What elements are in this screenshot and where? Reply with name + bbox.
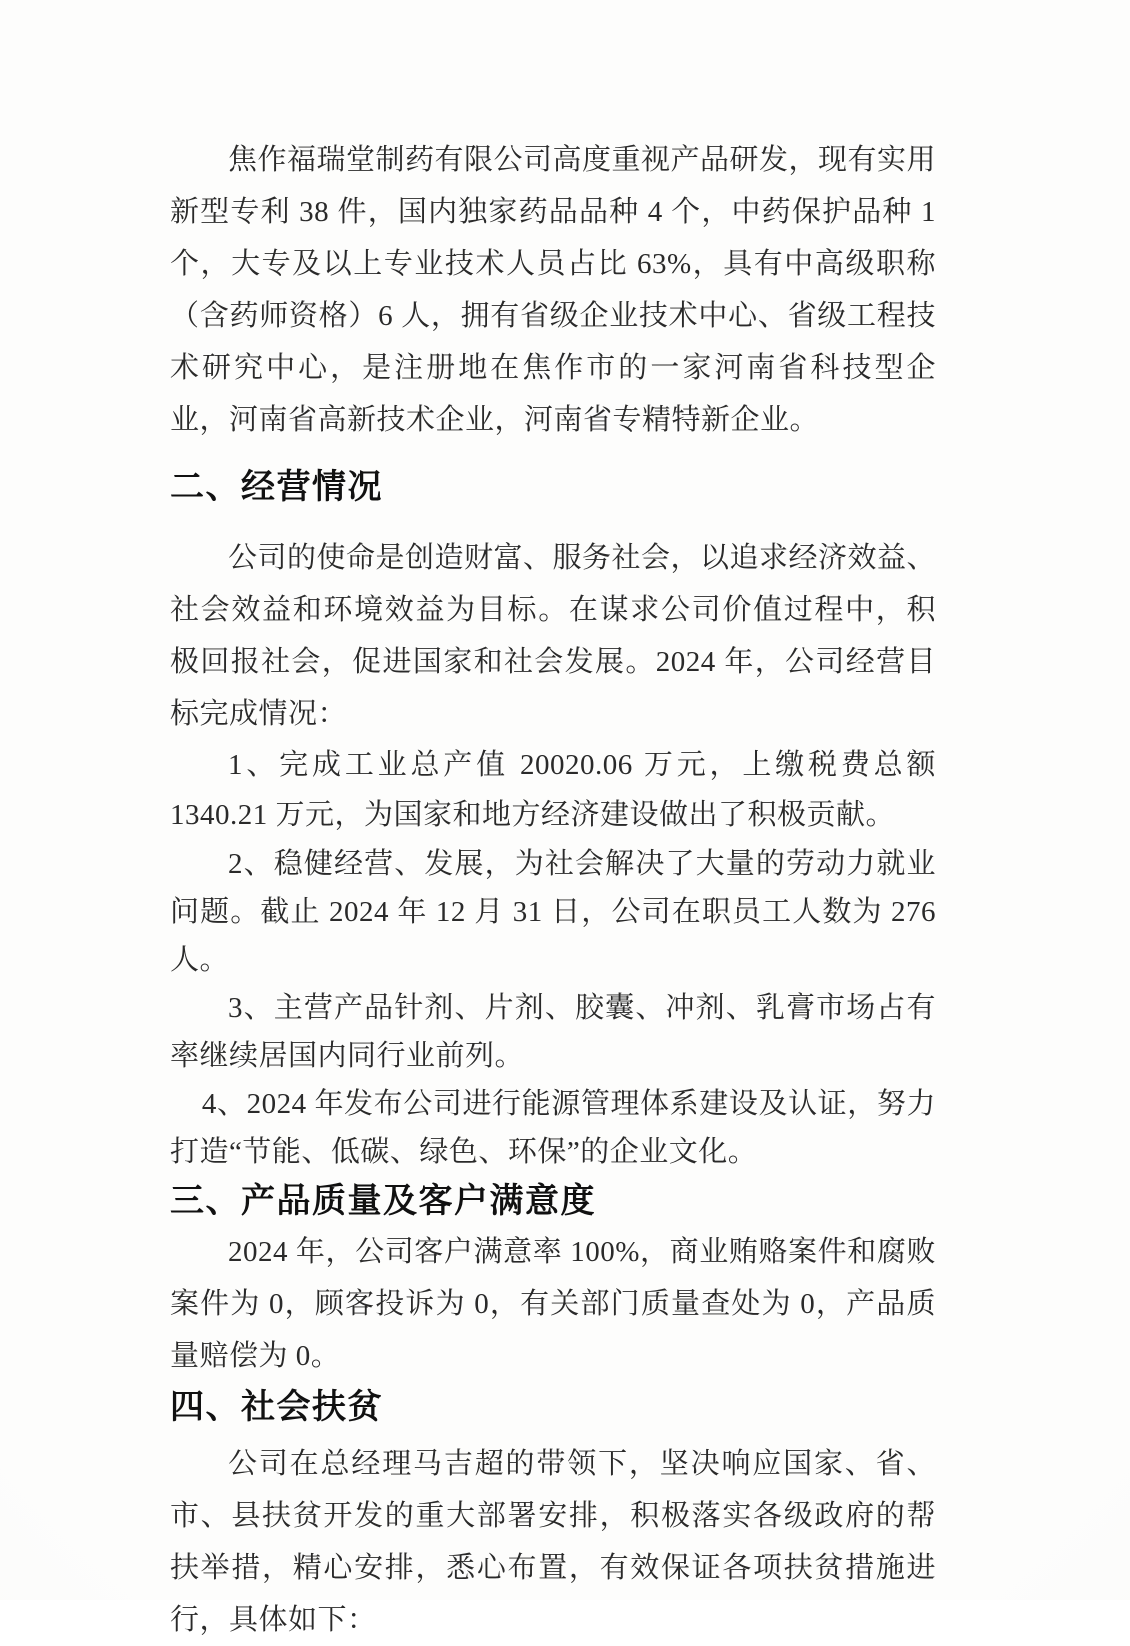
operations-item-1: 1、完成工业总产值 20020.06 万元，上缴税费总额 1340.21 万元，为国家和地方经济建设做出了积极贡献。: [170, 749, 936, 831]
section-heading-poverty-alleviation: 四、社会扶贫: [170, 1388, 383, 1426]
section-heading-quality: 三、产品质量及客户满意度: [170, 1182, 596, 1220]
operations-item-2: 2、稳健经营、发展，为社会解决了大量的劳动力就业问题。截止 2024 年 12 月 31 日，公司在职员工人数为 276 人。: [170, 848, 936, 976]
intro-paragraph: 焦作福瑞堂制药有限公司高度重视产品研发，现有实用新型专利 38 件，国内独家药品品种 4 个，中药保护品种 1 个，大专及以上专业技术人员占比 63%，具有中高级职称（含药师资格）6 人，拥有省级企业技术中心、省级工程技术研究中心，是注册地在焦作市的一家河南省科技型企业，河南省高新技术企业，河南省专精特新企业。: [170, 144, 937, 436]
poverty-alleviation-paragraph: 公司在总经理马吉超的带领下，坚决响应国家、省、市、县扶贫开发的重大部署安排，积极落实各级政府的帮扶举措，精心安排，悉心布置，有效保证各项扶贫措施进行，具体如下：: [170, 1448, 936, 1636]
quality-paragraph: 2024 年，公司客户满意率 100%，商业贿赂案件和腐败案件为 0，顾客投诉为 0，有关部门质量查处为 0，产品质量赔偿为 0。: [170, 1236, 936, 1372]
operations-overview-paragraph: 公司的使命是创造财富、服务社会，以追求经济效益、社会效益和环境效益为目标。在谋求公司价值过程中，积极回报社会，促进国家和社会发展。2024 年，公司经营目标完成情况：: [170, 542, 937, 730]
operations-item-4: 4、2024 年发布公司进行能源管理体系建设及认证，努力打造“节能、低碳、绿色、环保”的企业文化。: [170, 1088, 936, 1168]
document-body: [170, 134, 936, 1646]
operations-item-3: 3、主营产品针剂、片剂、胶囊、冲剂、乳膏市场占有率继续居国内同行业前列。: [170, 992, 936, 1072]
section-heading-operations: 二、经营情况: [170, 468, 383, 506]
